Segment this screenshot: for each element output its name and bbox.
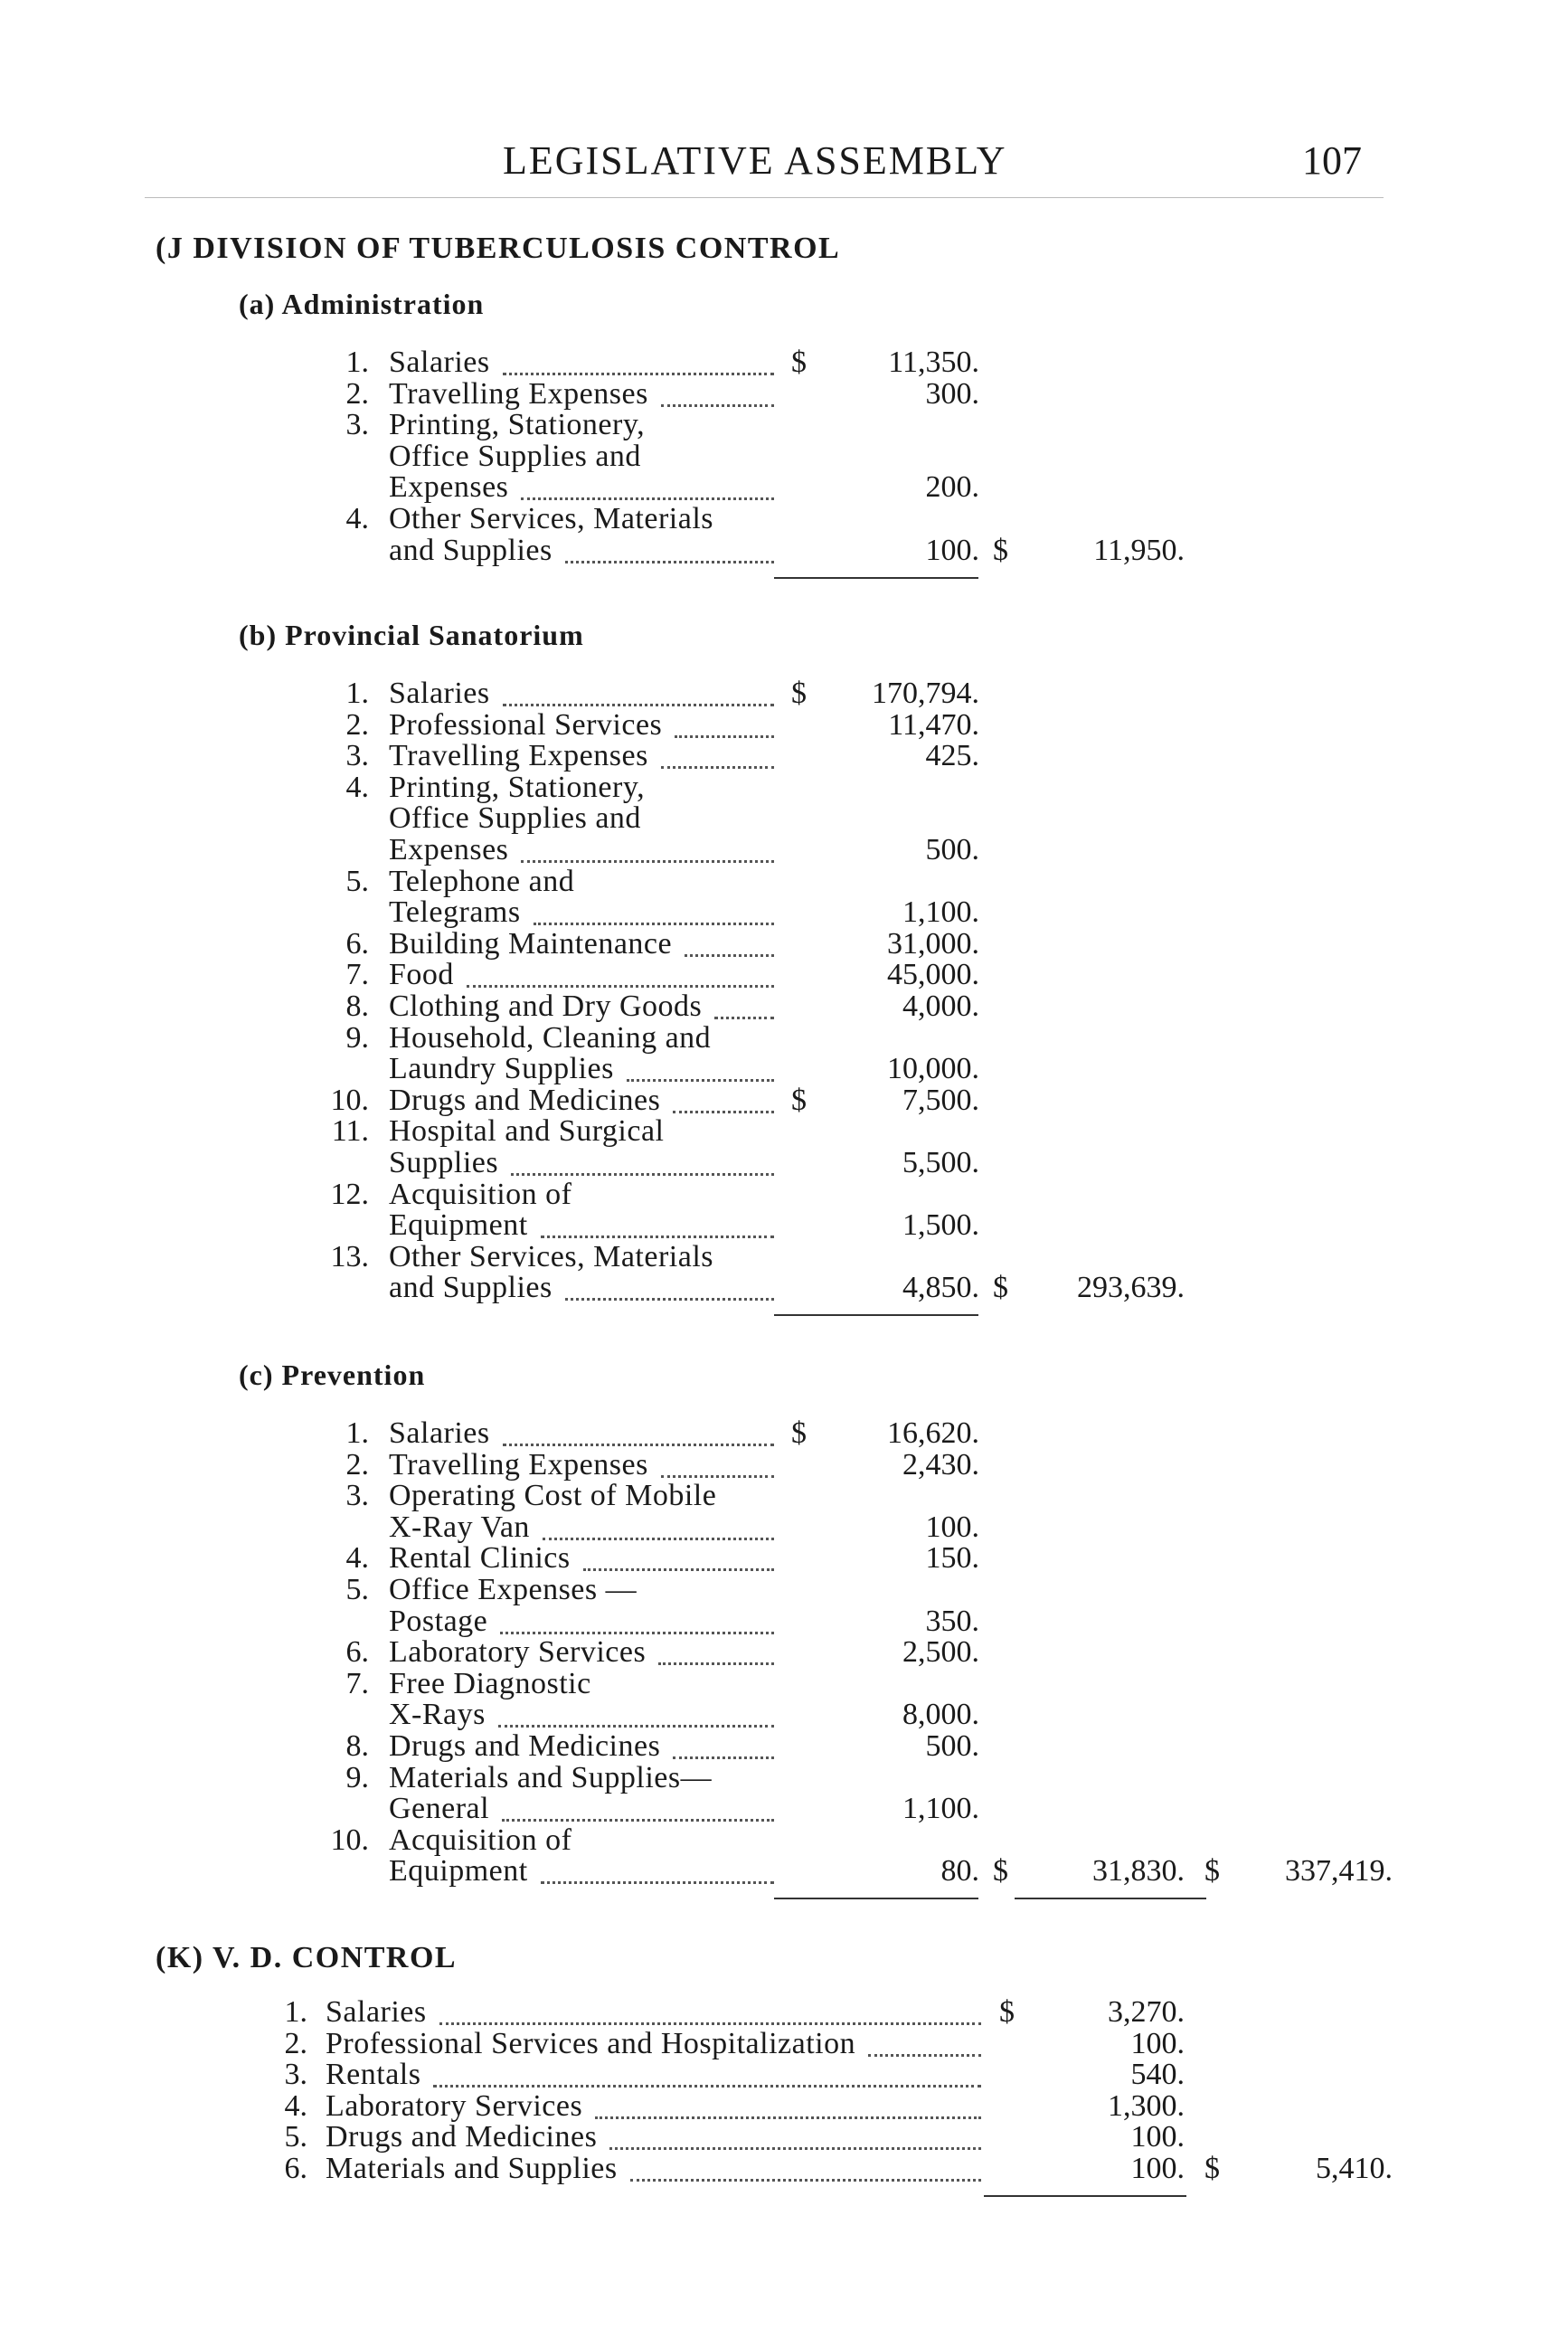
item-label: Office Supplies and (389, 439, 641, 473)
item-amount: 1,100. (902, 895, 979, 930)
item-number: 6. (345, 926, 369, 961)
total-amount: 5,410. (1316, 2152, 1393, 2185)
item-amount: 5,500. (902, 1146, 979, 1179)
item-number: 1. (345, 1416, 369, 1450)
item-amount: 11,350. (888, 346, 979, 379)
item-number: 2. (345, 1447, 369, 1482)
item-label: Acquisition of (389, 1177, 572, 1211)
total-rule (984, 2195, 1186, 2197)
item-number: 13. (330, 1239, 369, 1273)
page-header-title: LEGISLATIVE ASSEMBLY (503, 138, 1007, 183)
item-label: Equipment (389, 1208, 528, 1243)
item-number: 4. (345, 1541, 369, 1576)
item-label: Food (389, 958, 454, 992)
item-amount: 170,794. (872, 677, 979, 710)
subtotal-rule (774, 1898, 978, 1899)
dot-leader (627, 1079, 774, 1082)
dot-leader (498, 1725, 774, 1728)
item-amount: 150. (925, 1541, 979, 1576)
item-label: Telegrams (389, 895, 521, 930)
item-label: Drugs and Medicines (389, 1083, 661, 1117)
item-amount: 2,500. (902, 1635, 979, 1670)
item-label: Office Supplies and (389, 801, 641, 836)
item-label: X-Rays (389, 1698, 486, 1732)
item-number: 1. (345, 346, 369, 379)
item-amount: 350. (925, 1604, 979, 1638)
subsection-label: (c) Prevention (239, 1359, 426, 1391)
item-label: Drugs and Medicines (326, 2120, 598, 2154)
item-label: Clothing and Dry Goods (389, 989, 703, 1023)
subtotal-rule (774, 577, 978, 579)
dot-leader (583, 1568, 774, 1571)
item-amount: 4,000. (902, 989, 979, 1023)
item-label: Travelling Expenses (389, 376, 648, 411)
dot-leader (661, 1475, 774, 1478)
subsection-label: (a) Administration (239, 288, 485, 320)
item-number: 1. (345, 677, 369, 710)
item-number: 12. (330, 1177, 369, 1211)
dot-leader (467, 985, 774, 988)
item-label: Postage (389, 1604, 488, 1638)
total-dollar-sign: $ (993, 1854, 1009, 1889)
dot-leader (503, 1444, 774, 1446)
item-label: Rental Clinics (389, 1541, 571, 1576)
item-amount: 4,850. (902, 1271, 979, 1305)
item-label: Free Diagnostic (389, 1666, 591, 1700)
item-amount: 3,270. (1108, 1995, 1185, 2029)
item-number: 9. (345, 1020, 369, 1055)
total-rule (1015, 1898, 1206, 1899)
item-number: 3. (345, 739, 369, 773)
item-label: Professional Services and Hospitalization (326, 2026, 856, 2060)
item-label: Building Maintenance (389, 926, 673, 961)
item-label: Salaries (389, 346, 490, 379)
item-label: X-Ray Van (389, 1510, 530, 1544)
dot-leader (673, 1111, 774, 1113)
subtotal-amount: 11,950. (1093, 533, 1185, 567)
dot-leader (868, 2054, 981, 2057)
header-rule (145, 197, 1384, 198)
item-number: 2. (345, 376, 369, 411)
subtotal-amount: 293,639. (1077, 1271, 1185, 1305)
dot-leader (521, 860, 774, 863)
item-amount: 500. (925, 833, 979, 866)
item-number: 4. (345, 502, 369, 535)
item-amount: 80. (940, 1854, 979, 1889)
dot-leader (673, 1756, 774, 1759)
grand-total-dollar-sign: $ (1204, 1854, 1221, 1889)
item-amount: 1,500. (902, 1208, 979, 1243)
item-number: 3. (345, 408, 369, 442)
item-label: Salaries (326, 1995, 427, 2029)
dollar-sign: $ (791, 677, 808, 710)
dot-leader (565, 561, 774, 563)
dollar-sign: $ (791, 1083, 808, 1117)
item-label: Drugs and Medicines (389, 1729, 661, 1763)
item-label: Printing, Stationery, (389, 770, 646, 804)
item-number: 11. (331, 1114, 369, 1149)
item-amount: 10,000. (887, 1052, 979, 1086)
item-number: 6. (284, 2152, 307, 2185)
item-number: 7. (345, 1666, 369, 1700)
item-amount: 200. (925, 470, 979, 505)
item-label: Professional Services (389, 707, 663, 742)
item-number: 8. (345, 989, 369, 1023)
dot-leader (675, 735, 774, 738)
dot-leader (511, 1173, 774, 1176)
dollar-sign: $ (791, 346, 808, 379)
item-label: Rentals (326, 2058, 421, 2092)
section-k-title: (K) V. D. CONTROL (156, 1941, 458, 1974)
item-number: 6. (345, 1635, 369, 1670)
item-amount: 1,300. (1108, 2088, 1185, 2123)
item-label: Laboratory Services (326, 2088, 583, 2123)
dollar-sign: $ (999, 1995, 1015, 2029)
dot-leader (534, 923, 774, 925)
subtotal-amount: 31,830. (1092, 1854, 1185, 1889)
item-label: Laboratory Services (389, 1635, 647, 1670)
item-amount: 2,430. (902, 1447, 979, 1482)
item-amount: 100. (925, 1510, 979, 1544)
item-amount: 31,000. (887, 926, 979, 961)
item-label: Other Services, Materials (389, 502, 713, 535)
dot-leader (609, 2147, 981, 2150)
item-number: 5. (345, 864, 369, 898)
item-label: Household, Cleaning and (389, 1020, 712, 1055)
item-label: Salaries (389, 677, 490, 710)
item-label: Materials and Supplies— (389, 1760, 713, 1794)
item-amount: 1,100. (902, 1792, 979, 1826)
item-number: 9. (345, 1760, 369, 1794)
dot-leader (661, 404, 774, 407)
dot-leader (439, 2022, 981, 2025)
item-label: Printing, Stationery, (389, 408, 646, 442)
item-label: Salaries (389, 1416, 490, 1450)
item-number: 2. (284, 2026, 307, 2060)
item-amount: 100. (925, 533, 979, 567)
item-label: Laundry Supplies (389, 1052, 614, 1086)
item-label: Expenses (389, 833, 509, 866)
total-dollar-sign: $ (1204, 2152, 1221, 2185)
dot-leader (714, 1017, 774, 1019)
item-number: 7. (345, 958, 369, 992)
dot-leader (595, 2116, 981, 2119)
dot-leader (541, 1236, 774, 1238)
page-number: 107 (1302, 138, 1362, 183)
item-number: 10. (330, 1083, 369, 1117)
total-dollar-sign: $ (993, 533, 1009, 567)
item-label: Supplies (389, 1146, 499, 1179)
section-j-title: (J DIVISION OF TUBERCULOSIS CONTROL (156, 232, 841, 265)
item-number: 2. (345, 707, 369, 742)
item-amount: 45,000. (887, 958, 979, 992)
item-amount: 425. (925, 739, 979, 773)
item-number: 4. (345, 770, 369, 804)
dot-leader (685, 954, 774, 957)
subtotal-rule (774, 1314, 978, 1316)
item-number: 5. (284, 2120, 307, 2154)
item-label: Travelling Expenses (389, 739, 648, 773)
item-amount: 540. (1130, 2058, 1185, 2092)
item-amount: 100. (1130, 2120, 1185, 2154)
dot-leader (521, 497, 774, 500)
item-amount: 100. (1130, 2152, 1185, 2185)
item-label: Acquisition of (389, 1822, 572, 1857)
item-label: and Supplies (389, 533, 553, 567)
dot-leader (658, 1662, 774, 1665)
item-label: Expenses (389, 470, 509, 505)
dot-leader (503, 373, 774, 375)
item-amount: 16,620. (887, 1416, 979, 1450)
item-label: Office Expenses — (389, 1573, 638, 1606)
item-label: Operating Cost of Mobile (389, 1479, 717, 1513)
item-number: 5. (345, 1573, 369, 1606)
item-label: Equipment (389, 1854, 528, 1889)
item-label: Other Services, Materials (389, 1239, 713, 1273)
item-label: Materials and Supplies (326, 2152, 618, 2185)
dot-leader (503, 704, 774, 706)
item-amount: 11,470. (888, 707, 979, 742)
dot-leader (541, 1881, 774, 1884)
item-label: and Supplies (389, 1271, 553, 1305)
item-amount: 300. (925, 376, 979, 411)
dot-leader (565, 1298, 774, 1301)
item-number: 10. (330, 1822, 369, 1857)
dot-leader (661, 766, 774, 769)
dot-leader (502, 1819, 774, 1822)
dot-leader (433, 2085, 981, 2088)
item-number: 4. (284, 2088, 307, 2123)
grand-total-amount: 337,419. (1285, 1854, 1393, 1889)
item-amount: 7,500. (902, 1083, 979, 1117)
item-number: 3. (284, 2058, 307, 2092)
dot-leader (630, 2179, 981, 2182)
item-amount: 8,000. (902, 1698, 979, 1732)
dot-leader (500, 1632, 774, 1634)
item-number: 8. (345, 1729, 369, 1763)
item-amount: 100. (1130, 2026, 1185, 2060)
total-dollar-sign: $ (993, 1271, 1009, 1305)
item-label: General (389, 1792, 490, 1826)
subsection-label: (b) Provincial Sanatorium (239, 619, 584, 651)
item-label: Hospital and Surgical (389, 1114, 665, 1149)
item-label: Travelling Expenses (389, 1447, 648, 1482)
item-amount: 500. (925, 1729, 979, 1763)
dot-leader (543, 1538, 774, 1540)
item-number: 1. (284, 1995, 307, 2029)
dollar-sign: $ (791, 1416, 808, 1450)
item-number: 3. (345, 1479, 369, 1513)
item-label: Telephone and (389, 864, 575, 898)
